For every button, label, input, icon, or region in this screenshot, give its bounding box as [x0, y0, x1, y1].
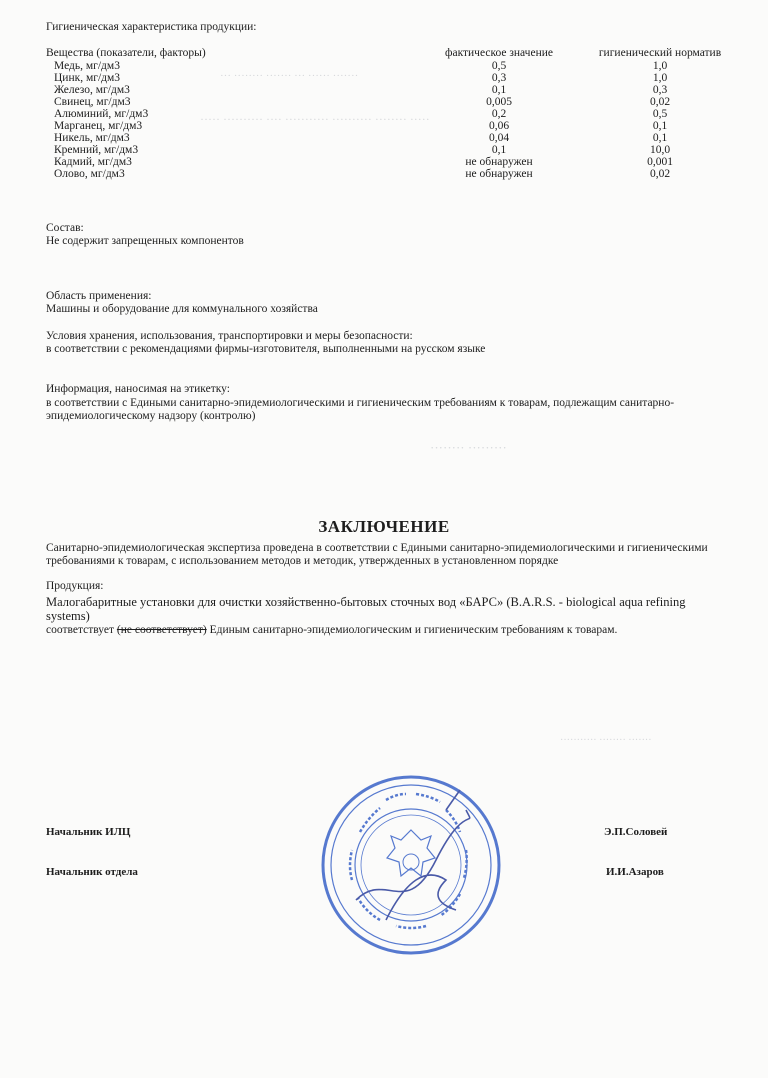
table-row: [46, 96, 736, 108]
show-through-text: ········ ·········: [430, 440, 507, 455]
storage-label: Условия хранения, использования, транспортировки и меры безопасности:: [46, 330, 413, 342]
show-through-text: ····· ·········· ···· ··········· ·········· ········ ·····: [200, 112, 430, 126]
table-row: [46, 168, 736, 180]
product-label: Продукция:: [46, 580, 104, 592]
norm-value: 0,1: [652, 120, 668, 132]
table-row: [46, 108, 736, 120]
signatory-name-2: И.И.Азаров: [606, 866, 664, 878]
composition-label: Состав:: [46, 222, 84, 234]
conclusion-title: ЗАКЛЮЧЕНИЕ: [318, 517, 450, 536]
substance-name: Кремний, мг/дм3: [54, 144, 139, 156]
table-header-row: [46, 47, 736, 60]
actual-value: 0,1: [491, 144, 507, 156]
signatory-role-2: Начальник отдела: [46, 866, 138, 878]
substance-name: Никель, мг/дм3: [54, 132, 130, 144]
table-row: [46, 120, 736, 132]
actual-value: 0,2: [491, 108, 507, 120]
conclusion-line2: требованиями к товарам, с использованием методов и методик, утвержденных в установленном порядке: [46, 555, 559, 567]
product-name: [46, 595, 726, 637]
table-row: [46, 144, 736, 156]
column-norm: гигиенический норматив: [598, 47, 722, 59]
substance-name: Цинк, мг/дм3: [54, 72, 121, 84]
actual-value: 0,1: [491, 84, 507, 96]
label-info-label: Информация, наносимая на этикетку:: [46, 383, 230, 395]
column-substance: Вещества (показатели, факторы): [46, 47, 206, 59]
composition-value: Не содержит запрещенных компонентов: [46, 235, 244, 247]
table-row: [46, 84, 736, 96]
application-value: Машины и оборудование для коммунального хозяйства: [46, 303, 318, 315]
norm-value: 0,1: [652, 132, 668, 144]
hygiene-title: Гигиеническая характеристика продукции:: [46, 21, 257, 33]
label-info-line1: в соответствии с Едиными санитарно-эпидемиологическими и гигиеническим требованиям к товарам, подлежащим санитарно-: [46, 397, 675, 409]
substance-name: Свинец, мг/дм3: [54, 96, 131, 108]
actual-value: не обнаружен: [465, 168, 533, 180]
norm-value: 0,001: [647, 156, 673, 168]
norm-value: 0,5: [652, 108, 668, 120]
actual-value: 0,5: [491, 60, 507, 72]
actual-value: 0,06: [488, 120, 510, 132]
signatory-role-1: Начальник ИЛЦ: [46, 826, 131, 838]
conclusion-line1: Санитарно-эпидемиологическая экспертиза проведена в соответствии с Едиными санитарно-эпидемиологическими и гигиеническими: [46, 542, 708, 554]
table-row: [46, 60, 736, 72]
struck-option: (не соответствует): [116, 624, 207, 636]
label-info-line2: эпидемиологическому надзору (контролю): [46, 410, 256, 422]
signatory-name-1: Э.П.Соловей: [604, 826, 668, 838]
conformity-tail: Единым санитарно-эпидемиологическим и гигиеническим требованиям к товарам.: [209, 624, 618, 636]
actual-value: 0,005: [486, 96, 512, 108]
substance-name: Марганец, мг/дм3: [54, 120, 143, 132]
norm-value: 0,02: [649, 168, 671, 180]
norm-value: 1,0: [652, 72, 668, 84]
official-seal-icon: [316, 770, 506, 960]
substance-name: Медь, мг/дм3: [54, 60, 120, 72]
substances-table: [46, 47, 736, 180]
column-actual: фактическое значение: [445, 47, 553, 59]
norm-value: 10,0: [649, 144, 671, 156]
substance-name: Железо, мг/дм3: [54, 84, 130, 96]
application-label: Область применения:: [46, 290, 152, 302]
show-through-text: ··········· ········ ·······: [560, 735, 652, 746]
product-line2: systems): [46, 609, 90, 623]
actual-value: 0,04: [488, 132, 510, 144]
norm-value: 1,0: [652, 60, 668, 72]
show-through-text: ··· ········ ······· ··· ······ ·······: [220, 70, 359, 82]
actual-value: не обнаружен: [465, 156, 533, 168]
table-row: [46, 156, 736, 168]
substance-name: Кадмий, мг/дм3: [54, 156, 132, 168]
substance-name: Олово, мг/дм3: [54, 168, 125, 180]
table-row: [46, 72, 736, 84]
product-line1: Малогабаритные установки для очистки хозяйственно-бытовых сточных вод «БАРС» (B.A.R.S. - biological aqua refining: [46, 595, 686, 609]
storage-value: в соответствии с рекомендациями фирмы-изготовителя, выполненными на русском языке: [46, 343, 486, 355]
norm-value: 0,02: [649, 96, 671, 108]
table-row: [46, 132, 736, 144]
conformity-status: соответствует: [46, 624, 115, 636]
substance-name: Алюминий, мг/дм3: [54, 108, 149, 120]
conformity-line: [46, 623, 726, 637]
actual-value: 0,3: [491, 72, 507, 84]
norm-value: 0,3: [652, 84, 668, 96]
